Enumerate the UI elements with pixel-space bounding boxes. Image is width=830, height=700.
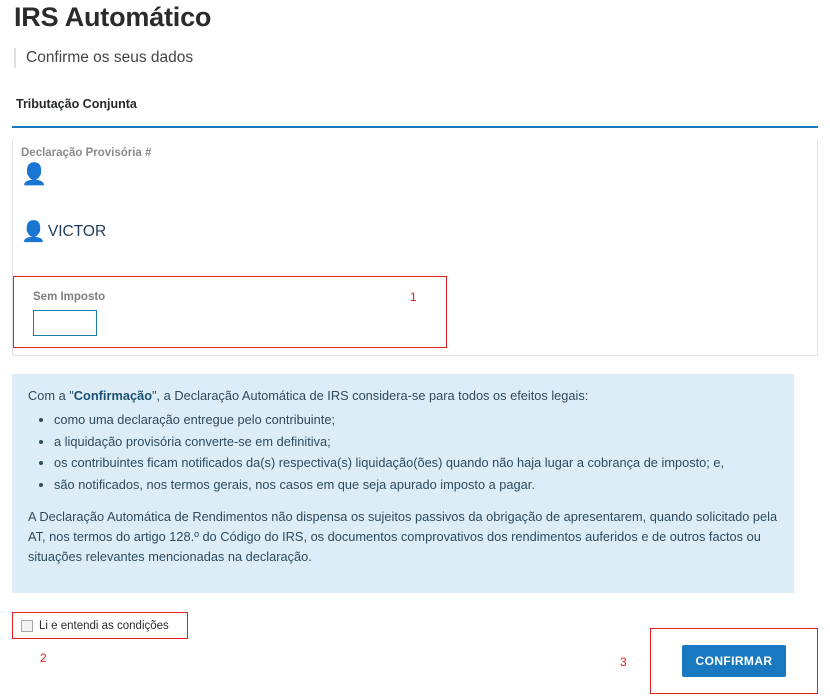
person-icon: 👤 xyxy=(21,221,46,243)
declaration-panel xyxy=(12,140,818,356)
taxpayer-name: VICTOR xyxy=(47,223,107,240)
list-item: • a liquidação provisória converte-se em definitiva; xyxy=(54,432,778,452)
info-intro-bold: Confirmação xyxy=(73,388,153,403)
info-box xyxy=(12,374,794,593)
tab-bar xyxy=(12,90,818,128)
info-paragraph: A Declaração Automática de Rendimentos não dispensa os sujeitos passivos da obrigação de apresentarem, quando solicitado pela AT, nos termos do artigo 128.º do Código do IRS, os documentos comprovativos dos rendimentos auferidos e de outros factos ou situações relevantes mencionadas na declaração. xyxy=(28,509,778,564)
info-intro-suffix: ", a Declaração Automática de IRS considera-se para todos os efeitos legais: xyxy=(152,388,589,403)
person-icon: 👤 xyxy=(21,163,48,186)
declaration-number-label: Declaração Provisória # xyxy=(21,147,152,159)
amount-input[interactable] xyxy=(33,310,97,336)
info-bullet-list xyxy=(28,410,778,495)
annotation-label-1: 1 xyxy=(410,290,417,304)
annotation-box-2 xyxy=(12,612,188,639)
subtitle-text: Confirme os seus dados xyxy=(26,49,194,66)
list-item: • como uma declaração entregue pelo contribuinte; xyxy=(54,410,778,430)
tab-tributacao-conjunta[interactable]: Tributação Conjunta xyxy=(16,97,137,111)
list-item: • são notificados, nos termos gerais, nos casos em que seja apurado imposto a pagar. xyxy=(54,475,778,495)
confirm-button[interactable]: CONFIRMAR xyxy=(682,645,786,677)
subtitle-divider xyxy=(14,48,16,68)
info-intro xyxy=(28,386,778,406)
page-subtitle xyxy=(14,48,193,68)
amount-label: Sem Imposto xyxy=(33,291,106,303)
info-intro-prefix: Com a " xyxy=(28,388,74,403)
list-item: • os contribuintes ficam notificados da(s) respectiva(s) liquidação(ões) quando não haja lugar a cobrança de imposto; e, xyxy=(54,453,778,473)
consent-checkbox[interactable] xyxy=(21,620,33,632)
page-title: IRS Automático xyxy=(14,2,212,32)
annotation-label-3: 3 xyxy=(620,655,627,669)
annotation-label-2: 2 xyxy=(40,651,47,665)
taxpayer-row xyxy=(21,222,106,242)
consent-label[interactable]: Li e entendi as condições xyxy=(39,619,169,632)
